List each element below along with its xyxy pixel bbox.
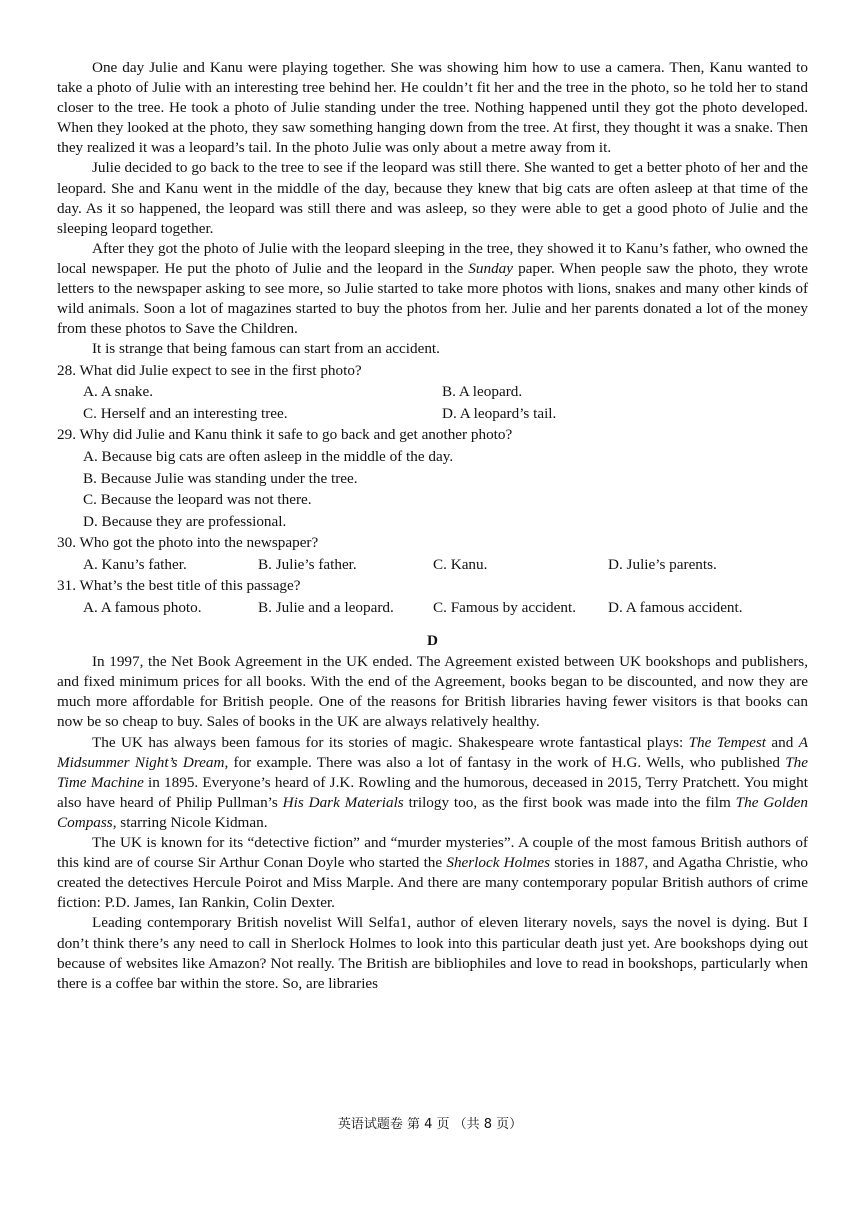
question-28-options-row-1 bbox=[57, 382, 808, 402]
section-d-paragraph-1: In 1997, the Net Book Agreement in the UK ended. The Agreement existed between UK bookshops and publishers, and fixed minimum prices for all books. With the end of the Agreement, books began to be discounted, and now they are much more affordable for British people. One of the reasons for British libraries having fewer visitors is that books can now be so cheap to buy. Sales of books in the UK are always relatively healthy. bbox=[57, 653, 808, 731]
question-29-option-d: D. Because they are professional. bbox=[83, 512, 287, 530]
question-29-option-b: B. Because Julie was standing under the tree. bbox=[83, 469, 358, 487]
option-a: A. A famous photo. bbox=[83, 599, 202, 616]
option-b: B. A leopard. bbox=[442, 383, 523, 401]
question-30-stem: 30. Who got the photo into the newspaper? bbox=[57, 534, 319, 552]
section-d-heading: D bbox=[427, 632, 438, 650]
exam-page bbox=[57, 58, 808, 994]
question-30-options bbox=[57, 555, 808, 575]
option-d: D. A famous accident. bbox=[608, 599, 743, 616]
question-31-stem: 31. What’s the best title of this passage? bbox=[57, 577, 301, 595]
option-c: C. Famous by accident. bbox=[433, 599, 576, 616]
passage-c-paragraph-4: It is strange that being famous can start from an accident. bbox=[92, 340, 440, 358]
question-29-option-a: A. Because big cats are often asleep in the middle of the day. bbox=[83, 448, 454, 466]
section-d-paragraph-3: The UK is known for its “detective fiction” and “murder mysteries”. A couple of the most famous British authors of this kind are of course Sir Arthur Conan Doyle who started the Sherlock Holmes stories in 1887, and Agatha Christie, who created the detectives Hercule Poirot and Miss Marple. And there are many contemporary popular British authors of crime fiction: P.D. James, Ian Rankin, Colin Dexter. bbox=[57, 834, 809, 912]
option-b: B. Julie and a leopard. bbox=[258, 599, 394, 616]
section-d-paragraph-4: Leading contemporary British novelist Will Selfa1, author of eleven literary novels, says the novel is dying. But I don’t think there’s any need to call in Sherlock Holmes to look into this particular death just yet. Are bookshops dying out because of websites like Amazon? Not really. The British are bibliophiles and love to read in bookshops, particularly when there is a coffee bar within the store. So, are libraries bbox=[57, 914, 808, 992]
section-d-paragraph-2: The UK has always been famous for its stories of magic. Shakespeare wrote fantastical plays: The Tempest and A Midsummer Night’s Dream, for example. There was also a lot of fantasy in the work of H.G. Wells, who published The Time Machine in 1895. Everyone’s heard of J.K. Rowling and the humorous, deceased in 2015, Terry Pratchett. You might also have heard of Philip Pullman’s His Dark Materials trilogy too, as the first book was made into the film The Golden Compass, starring Nicole Kidman. bbox=[57, 733, 809, 831]
newspaper-name: Sunday bbox=[468, 259, 514, 277]
question-29-stem: 29. Why did Julie and Kanu think it safe to go back and get another photo? bbox=[57, 426, 513, 444]
page-footer: 英语试题卷 第 4 页 （共 8 页） bbox=[337, 1117, 523, 1132]
option-a: A. Kanu’s father. bbox=[83, 555, 187, 573]
question-28-stem: 28. What did Julie expect to see in the first photo? bbox=[57, 361, 362, 379]
passage-c-paragraph-3: After they got the photo of Julie with the leopard sleeping in the tree, they showed it to Kanu’s father, who owned the local newspaper. He put the photo of Julie and the leopard in the Sunday paper. When people saw the photo, they wrote letters to the newspaper asking to see more, so Julie started to take more photos with lions, snakes and many other kinds of wild animals. Soon a lot of magazines started to buy the photos from her. Julie and her parents donated a lot of the money from these photos to Save the Children. bbox=[57, 239, 809, 338]
passage-c-paragraph-1: One day Julie and Kanu were playing together. She was showing him how to use a camera. Then, Kanu wanted to take a photo of Julie with an interesting tree behind her. He couldn’t fit her and the tree in the photo, so he told her to stand closer to the tree. He took a photo of Julie standing under the tree. Nothing happened until they got the photo developed. When they looked at the photo, they saw something hanging down from the tree. At first, they thought it was a snake. Then they realized it was a leopard’s tail. In the photo Julie was only about a metre away from it. bbox=[57, 59, 808, 157]
option-d: D. A leopard’s tail. bbox=[442, 404, 557, 422]
option-a: A. A snake. bbox=[83, 383, 154, 401]
option-c: C. Herself and an interesting tree. bbox=[83, 404, 288, 422]
option-b: B. Julie’s father. bbox=[258, 555, 357, 573]
question-28-options-row-2 bbox=[57, 404, 808, 424]
option-c: C. Kanu. bbox=[433, 555, 488, 573]
question-31-options bbox=[57, 598, 808, 618]
option-d: D. Julie’s parents. bbox=[608, 555, 717, 573]
question-29-option-c: C. Because the leopard was not there. bbox=[83, 491, 312, 509]
passage-c-paragraph-2: Julie decided to go back to the tree to see if the leopard was still there. She wanted to get a better photo of her and the leopard. She and Kanu went in the middle of the day, because they knew that big cats are often asleep at that time of the day. As it so happened, the leopard was still there and was asleep, so they were able to get a good photo of Julie and the sleeping leopard together. bbox=[57, 159, 808, 237]
